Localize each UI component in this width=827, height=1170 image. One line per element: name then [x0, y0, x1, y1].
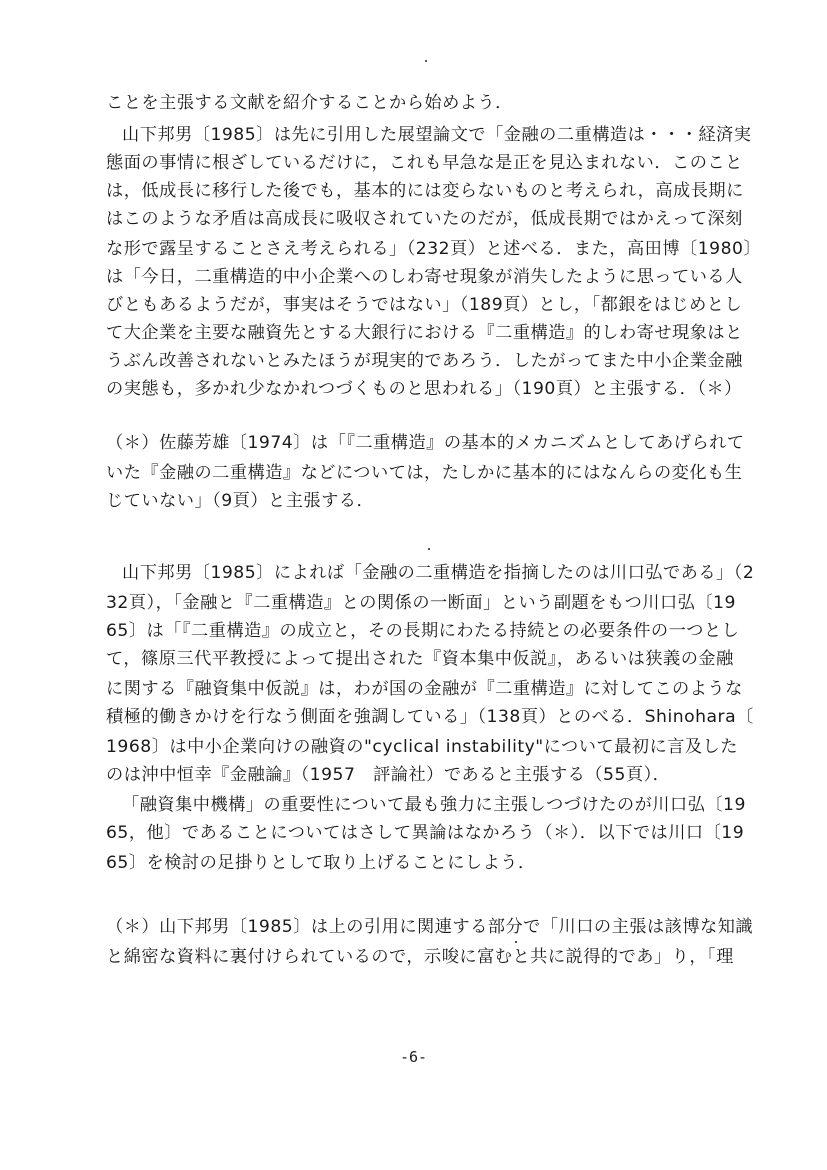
text-line: びともあるようだが，事実はそうではない」（189頁）とし，「都銀をはじめとし [106, 295, 743, 315]
text-line: 32頁），「金融と『二重構造』との関係の一断面」という副題をもつ川口弘〔19 [106, 593, 736, 613]
text-line: な形で露呈することさえ考えられる」（232頁）と述べる．また，高田博〔1980〕 [106, 239, 762, 259]
text-line: のは沖中恒幸『金融論』（1957 評論社）であると主張する（55頁）． [106, 765, 671, 785]
footnote-line: （＊）佐藤芳雄〔1974〕は「『二重構造』の基本的メカニズムとしてあげられて [106, 433, 745, 453]
text-line: 「融資集中機構」の重要性について最も強力に主張しつづけたのが川口弘〔19 [122, 795, 746, 815]
footnote-line: （＊）山下邦男〔1985〕は上の引用に関連する部分で「川口の主張は該博な知識 [106, 917, 754, 937]
text-line: て大企業を主要な融資先とする大銀行における『二重構造』的しわ寄せ現象はと [106, 323, 743, 343]
text-line: 山下邦男〔1985〕によれば「金融の二重構造を指摘したのは川口弘である」（2 [122, 563, 755, 583]
text-line: ことを主張する文献を紹介することから始めよう． [106, 93, 513, 113]
text-line: 1968〕は中小企業向けの融資の"cyclical instability"について最初に言及した [106, 737, 738, 757]
footnote-line: じていない」（9頁）と主張する． [106, 491, 375, 511]
text-line: 65〕を検討の足掛りとして取り上げることにしよう． [106, 853, 536, 873]
text-line: は，低成長に移行した後でも，基本的には変らないものと考えられ，高成長期に [106, 181, 744, 201]
text-line: に関する『融資集中仮説』は，わが国の金融が『二重構造』に対してこのような [106, 679, 743, 699]
footnote-line: いた『金融の二重構造』などについては，たしかに基本的にはなんらの変化も生 [106, 463, 743, 483]
scan-speck [515, 941, 517, 943]
text-line: 態面の事情に根ざしているだけに，これも早急な是正を見込まれない．このこと [106, 153, 743, 173]
text-line: 65〕は「『二重構造』の成立と，その長期にわたる持続との必要条件の一つとし [106, 621, 740, 641]
page-number: -6- [399, 1048, 428, 1066]
text-line: て，篠原三代平教授によって提出された『資本集中仮説』，あるいは狭義の金融 [106, 649, 734, 669]
text-line: 65，他〕であることについてはさして異論はなかろう（＊）．以下では川口〔19 [106, 823, 745, 843]
text-line: はこのような矛盾は高成長に吸収されていたのだが，低成長期ではかえって深刻 [106, 209, 743, 229]
text-line: の実態も，多かれ少なかれつづくものと思われる」（190頁）と主張する．（＊） [106, 379, 742, 399]
footnote-line: と綿密な資料に裏付けられているので，示唆に富むと共に説得的であ」り，「理 [106, 947, 734, 967]
scan-speck [425, 60, 427, 62]
scan-speck [428, 548, 430, 550]
text-line: 山下邦男〔1985〕は先に引用した展望論文で「金融の二重構造は・・・経済実 [122, 125, 752, 145]
text-line: うぶん改善されないとみたほうが現実的であろう．したがってまた中小企業金融 [106, 351, 743, 371]
text-line: 積極的働きかけを行なう側面を強調している」（138頁）とのべる．Shinohara〔 [106, 707, 754, 727]
text-line: は「今日，二重構造的中小企業へのしわ寄せ現象が消失したように思っている人 [106, 267, 743, 287]
